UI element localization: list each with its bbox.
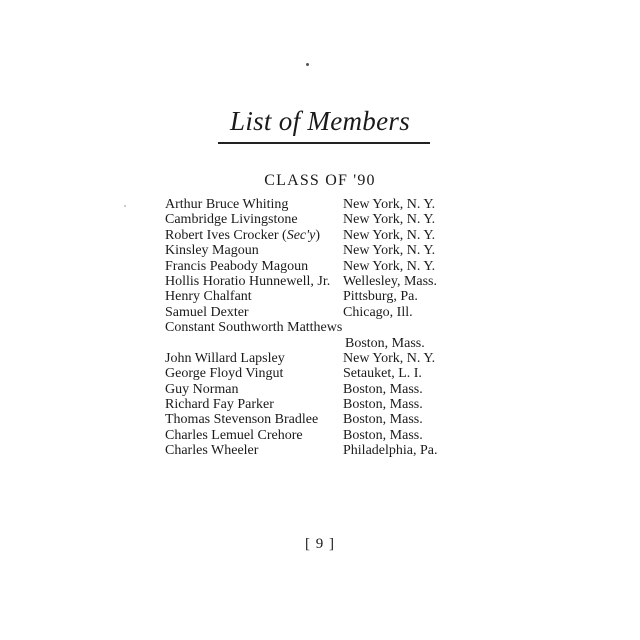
member-row xyxy=(165,259,465,274)
member-name: Richard Fay Parker xyxy=(165,397,274,413)
paper-speck xyxy=(306,63,309,66)
member-row xyxy=(165,243,465,258)
paper-speck-faint xyxy=(124,205,126,207)
member-city: Chicago, Ill. xyxy=(343,304,413,320)
member-row-continuation xyxy=(165,336,465,351)
member-name: Guy Norman xyxy=(165,381,239,397)
member-name: Charles Lemuel Crehore xyxy=(165,427,303,443)
page-number: [ 9 ] xyxy=(305,536,335,552)
member-row xyxy=(165,289,465,304)
member-name xyxy=(165,228,320,243)
member-name: Thomas Stevenson Bradlee xyxy=(165,412,319,428)
member-row xyxy=(165,305,465,320)
member-row xyxy=(165,443,465,458)
member-city: New York, N. Y. xyxy=(343,243,436,259)
member-row xyxy=(165,412,465,427)
member-name: Hollis Horatio Hunnewell, Jr. xyxy=(165,273,331,289)
member-city: New York, N. Y. xyxy=(343,212,436,228)
member-name: Cambridge Livingstone xyxy=(165,212,298,228)
title-rule xyxy=(218,142,430,144)
member-city: New York, N. Y. xyxy=(343,197,436,212)
member-name: Samuel Dexter xyxy=(165,304,249,320)
member-city: New York, N. Y. xyxy=(343,258,436,274)
member-city: Setauket, L. I. xyxy=(343,366,422,382)
member-name: Constant Southworth Matthews xyxy=(165,320,343,336)
member-row xyxy=(165,320,465,335)
member-city: New York, N. Y. xyxy=(343,350,436,366)
member-city: Philadelphia, Pa. xyxy=(343,443,438,459)
member-name: John Willard Lapsley xyxy=(165,350,285,366)
member-city: Boston, Mass. xyxy=(345,335,425,351)
member-city: Wellesley, Mass. xyxy=(343,273,438,289)
member-row xyxy=(165,228,465,243)
member-name: Charles Wheeler xyxy=(165,443,259,459)
member-row xyxy=(165,428,465,443)
member-city: New York, N. Y. xyxy=(343,227,436,243)
member-row xyxy=(165,382,465,397)
member-row xyxy=(165,366,465,381)
member-city: Boston, Mass. xyxy=(343,397,423,413)
member-city: Boston, Mass. xyxy=(343,412,423,428)
member-name-text: Robert Ives Crocker (Sec'y) xyxy=(165,227,320,243)
secretary-note: Sec'y xyxy=(286,227,316,243)
member-row xyxy=(165,274,465,289)
member-row xyxy=(165,197,465,212)
member-name: George Floyd Vingut xyxy=(165,366,284,382)
member-name: Kinsley Magoun xyxy=(165,243,259,259)
member-name: Henry Chalfant xyxy=(165,289,252,305)
member-name: Francis Peabody Magoun xyxy=(165,258,309,274)
member-row xyxy=(165,212,465,227)
member-city: Boston, Mass. xyxy=(343,381,423,397)
page-title: List of Members xyxy=(230,106,410,136)
member-row xyxy=(165,351,465,366)
member-city: Boston, Mass. xyxy=(343,427,423,443)
class-heading: CLASS OF '90 xyxy=(264,172,376,189)
member-list xyxy=(165,197,465,459)
member-row xyxy=(165,397,465,412)
member-city: Pittsburg, Pa. xyxy=(343,289,418,305)
member-name: Arthur Bruce Whiting xyxy=(165,197,289,212)
